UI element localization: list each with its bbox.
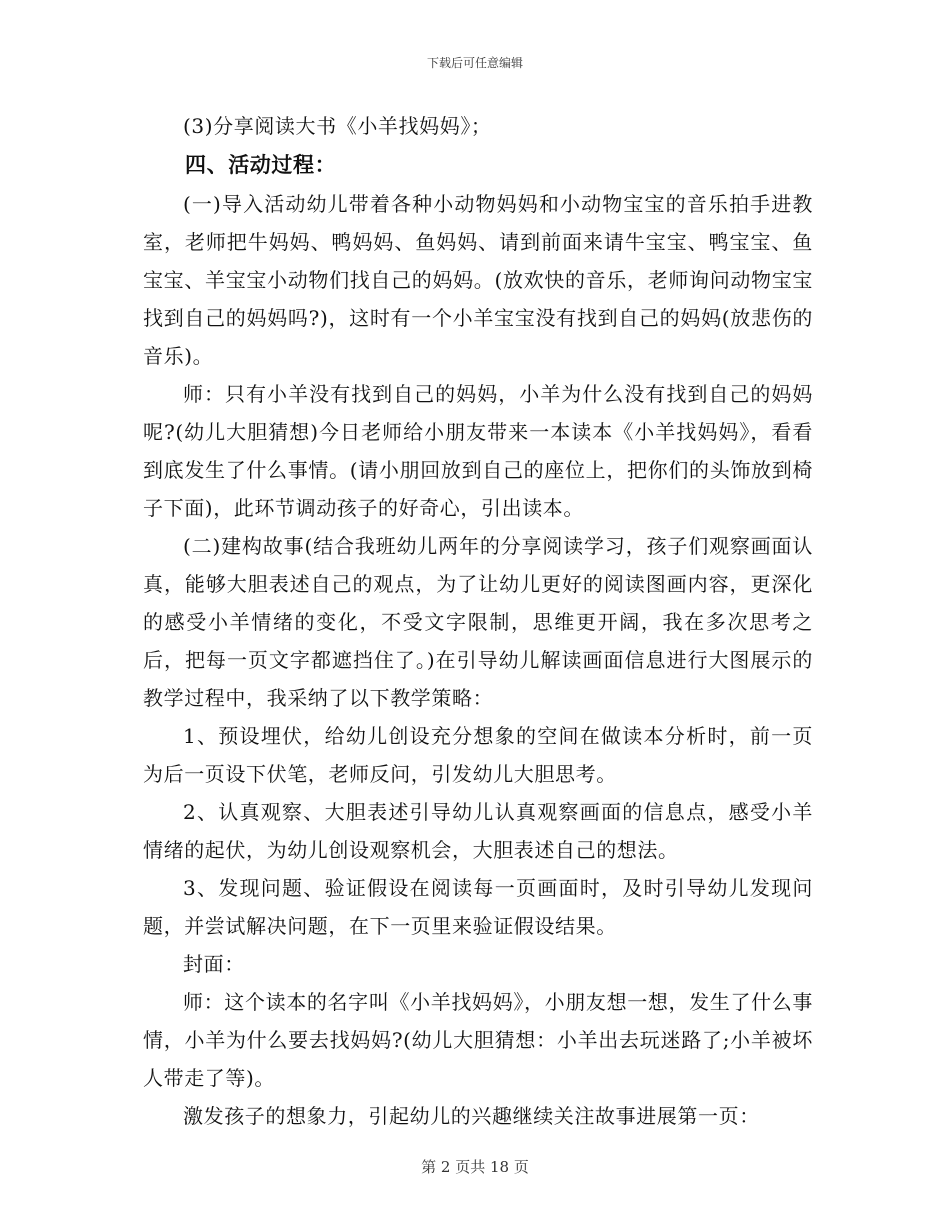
page-header: 下载后可任意编辑 (426, 56, 523, 70)
paragraph-page-one: 激发孩子的想象力，引起幼儿的兴趣继续关注故事进展第一页： (183, 1104, 760, 1128)
paragraph-strategy-3: 3、发现问题、验证假设在阅读每一页画面时，及时引导幼儿发现问题，并尝试解决问题，在下一页里来验证假设结果。 (143, 876, 813, 938)
paragraph-intro-activity: (一)导入活动幼儿带着各种小动物妈妈和小动物宝宝的音乐拍手进教室，老师把牛妈妈、鸭妈妈、鱼妈妈、请到前面来请牛宝宝、鸭宝宝、鱼宝宝、羊宝宝小动物们找自己的妈妈。(放欢快的音乐，老师询问动物宝宝找到自己的妈妈吗?)，这时有一个小羊宝宝没有找到自己的妈妈(放悲伤的音乐)。 (143, 192, 813, 368)
paragraph-cover-label: 封面： (183, 952, 245, 976)
paragraph-strategy-1: 1、预设埋伏，给幼儿创设充分想象的空间在做读本分析时，前一页为后一页设下伏笔，老师反问，引发幼儿大胆思考。 (143, 724, 813, 786)
paragraph-build-story: (二)建构故事(结合我班幼儿两年的分享阅读学习，孩子们观察画面认真，能够大胆表述自己的观点，为了让幼儿更好的阅读图画内容，更深化的感受小羊情绪的变化，不受文字限制，思维更开阔，我在多次思考之后，把每一页文字都遮挡住了。)在引导幼儿解读画面信息进行大图展示的教学过程中，我采纳了以下教学策略： (143, 534, 813, 710)
section-heading-activity-process: 四、活动过程： (185, 152, 337, 177)
paragraph-teacher-question: 师：只有小羊没有找到自己的妈妈，小羊为什么没有找到自己的妈妈呢?(幼儿大胆猜想)今日老师给小朋友带来一本读本《小羊找妈妈》，看看到底发生了什么事情。(请小朋回放到自己的座位上，把你们的头饰放到椅子下面)，此环节调动孩子的好奇心，引出读本。 (143, 382, 813, 520)
paragraph-strategy-2: 2、认真观察、大胆表述引导幼儿认真观察画面的信息点，感受小羊情绪的起伏，为幼儿创设观察机会，大胆表述自己的想法。 (143, 800, 813, 862)
paragraph-cover-teacher: 师：这个读本的名字叫《小羊找妈妈》，小朋友想一想，发生了什么事情，小羊为什么要去找妈妈?(幼儿大胆猜想：小羊出去玩迷路了;小羊被坏人带走了等)。 (143, 990, 813, 1090)
page-footer: 第 2 页共 18 页 (421, 1158, 529, 1176)
document-body (143, 107, 813, 1135)
paragraph-goal-3: (3)分享阅读大书《小羊找妈妈》； (183, 114, 492, 138)
